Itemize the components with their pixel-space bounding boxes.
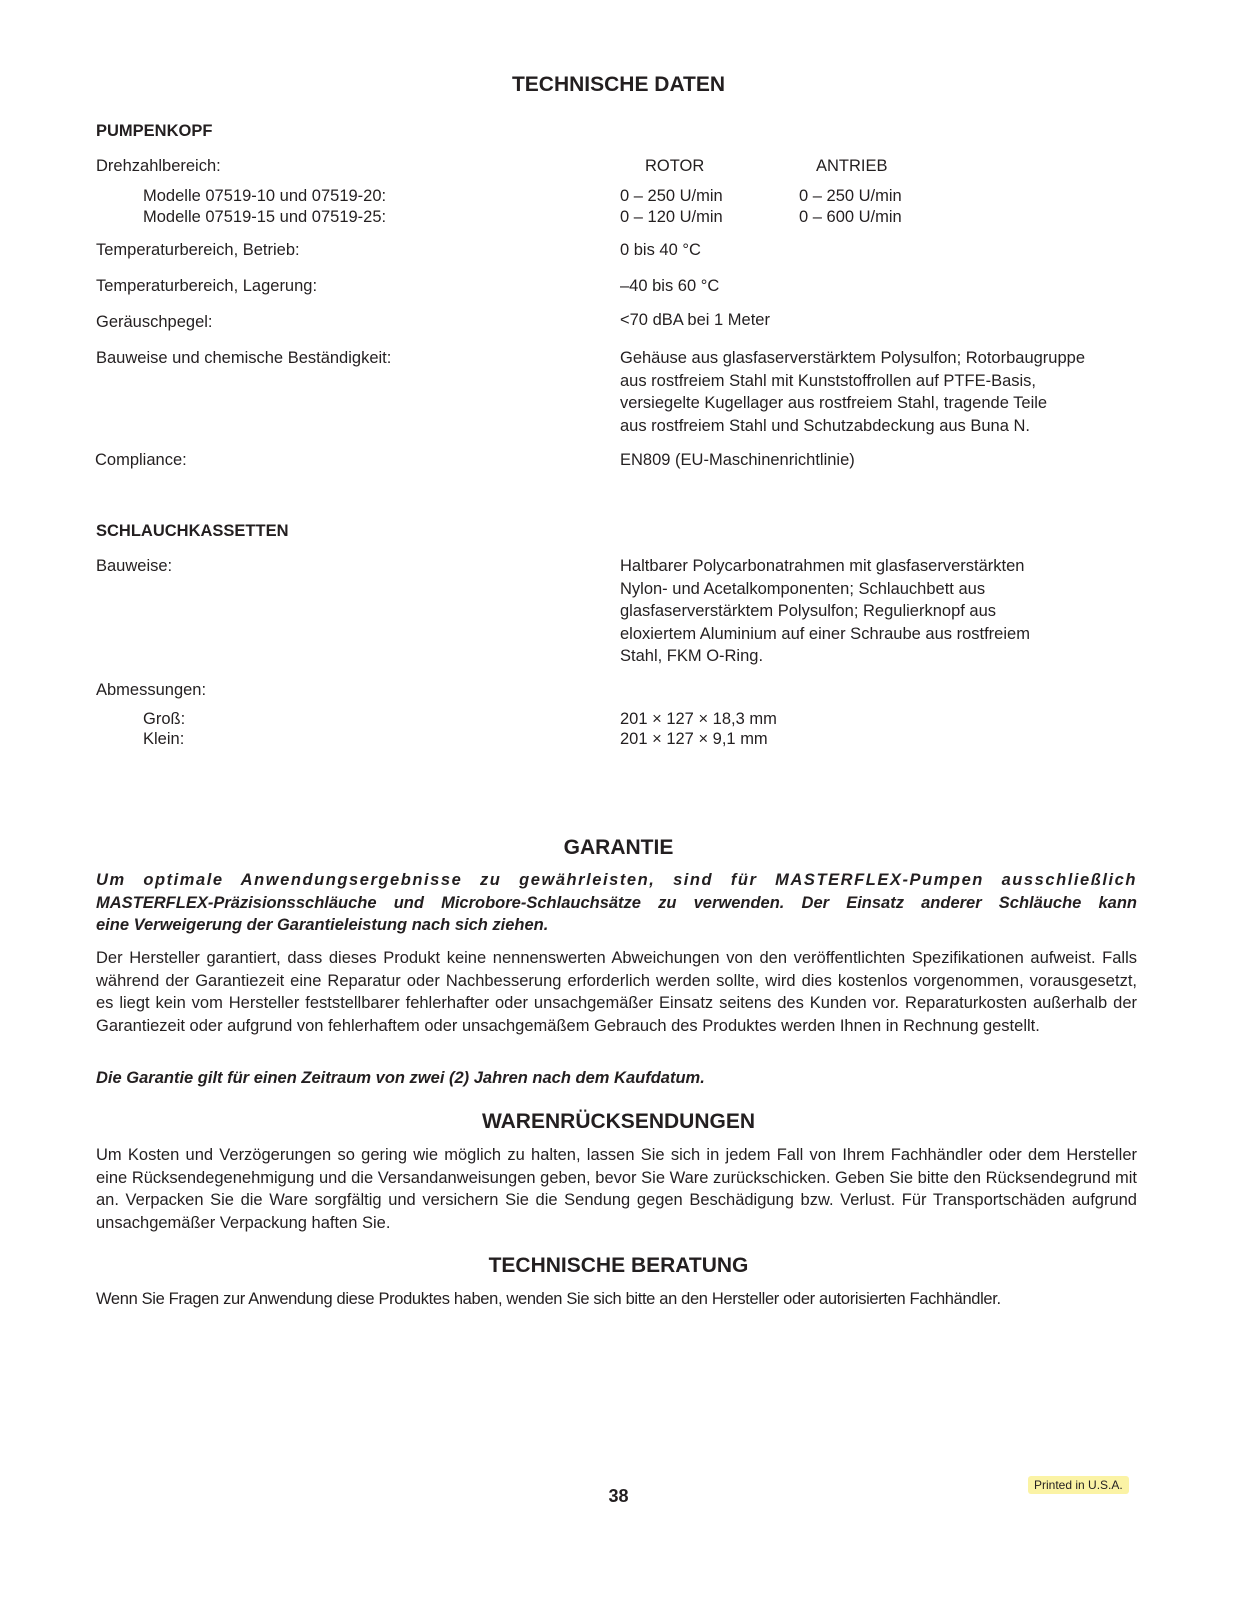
construction-value — [620, 347, 1085, 437]
model-drive: 0 – 600 U/min — [799, 208, 902, 226]
cassette-build-label: Bauweise: — [96, 557, 173, 575]
model-drive: 0 – 250 U/min — [799, 187, 902, 205]
construction-line: aus rostfreiem Stahl mit Kunststoffrollen auf PTFE-Basis, — [620, 371, 1037, 390]
dims-size-value: 201 × 127 × 18,3 mm — [620, 710, 777, 728]
tech-title: TECHNISCHE DATEN — [511, 73, 726, 96]
spec-label: Temperaturbereich, Lagerung: — [96, 277, 318, 295]
cassette-build-line: Nylon- und Acetalkomponenten; Schlauchbett aus — [620, 579, 986, 598]
cassette-build-line: eloxiertem Aluminium auf einer Schraube aus rostfreiem — [620, 624, 1030, 643]
dims-size-value: 201 × 127 × 9,1 mm — [620, 730, 768, 748]
dims-label: Abmessungen: — [96, 681, 207, 699]
warranty-notice-line: MASTERFLEX-Präzisionsschläuche und Microbore-Schlauchsätze zu verwenden. Der Einsatz anderer Schläuche kann — [96, 893, 1137, 912]
pump-heading: PUMPENKOPF — [96, 122, 213, 140]
construction-label: Bauweise und chemische Beständigkeit: — [96, 349, 392, 367]
construction-line: versiegelte Kugellager aus rostfreiem Stahl, tragende Teile — [620, 394, 1048, 412]
cassette-heading: SCHLAUCHKASSETTEN — [96, 522, 289, 540]
warranty-notice-line: Um optimale Anwendungsergebnisse zu gewährleisten, sind für MASTERFLEX-Pumpen ausschließlich — [96, 871, 1137, 889]
cassette-build-line: Haltbarer Polycarbonatrahmen mit glasfaserverstärkten — [620, 557, 1025, 575]
spec-label: Temperaturbereich, Betrieb: — [96, 241, 300, 259]
support-title: TECHNISCHE BERATUNG — [488, 1254, 749, 1277]
compliance-label: Compliance: — [95, 451, 187, 469]
construction-line: Gehäuse aus glasfaserverstärktem Polysulfon; Rotorbaugruppe — [620, 349, 1086, 367]
compliance-value: EN809 (EU-Maschinenrichtlinie) — [620, 451, 855, 469]
spec-value: –40 bis 60 °C — [620, 277, 720, 295]
spec-value: 0 bis 40 °C — [620, 241, 701, 259]
support-body: Wenn Sie Fragen zur Anwendung diese Produktes haben, wenden Sie sich bitte an den Hersteller oder autorisierten Fachhändler. — [96, 1290, 1001, 1308]
model-rotor: 0 – 250 U/min — [620, 187, 723, 205]
construction-line: aus rostfreiem Stahl und Schutzabdeckung aus Buna N. — [620, 416, 1030, 435]
warranty-body: Der Hersteller garantiert, dass dieses Produkt keine nennenswerten Abweichungen von den veröffentlichten Spezifikationen aufweist. Falls während der Garantiezeit eine Reparatur oder Nachbesserung erforderlich werden sollte, wird dies kostenlos vorgenommen, vorausgesetzt, es liegt kein vom Hersteller feststellbarer fehlerhafter oder unsachgemäßer Einsatz seitens des Kunden vor. Reparaturkosten außerhalb der Garantiezeit oder aufgrund von fehlerhaftem oder unsachgemäßem Gebrauch des Produktes werden Ihnen in Rechnung gestellt. — [96, 949, 1137, 1035]
model-label: Modelle 07519-15 und 07519-25: — [143, 208, 387, 226]
col-rotor-header: ROTOR — [645, 157, 705, 175]
spec-value: <70 dBA bei 1 Meter — [620, 311, 770, 329]
warranty-notice-line: eine Verweigerung der Garantieleistung nach sich ziehen. — [96, 916, 549, 934]
dims-size-label: Klein: — [143, 730, 185, 748]
returns-body: Um Kosten und Verzögerungen so gering wie möglich zu halten, lassen Sie sich in jedem Fall von Ihrem Fachhändler oder dem Hersteller eine Rücksendegenehmigung und die Versandanweisungen geben, bevor Sie Ware zurückschicken. Geben Sie bitte den Rücksendegrund mit an. Verpacken Sie die Ware sorgfältig und versichern Sie die Sendung gegen Beschädigung bzw. Verlust. Für Transportschäden aufgrund unsachgemäßer Verpackung haften Sie. — [96, 1146, 1137, 1232]
warranty-notice — [96, 869, 1137, 937]
page-number: 38 — [608, 1486, 629, 1506]
model-label: Modelle 07519-10 und 07519-20: — [143, 187, 387, 205]
model-rotor: 0 – 120 U/min — [620, 208, 723, 226]
speed-label: Drehzahlbereich: — [96, 157, 221, 175]
returns-title: WARENRÜCKSENDUNGEN — [481, 1110, 755, 1133]
printed-in-label: Printed in U.S.A. — [1028, 1476, 1129, 1494]
dims-size-label: Groß: — [143, 710, 186, 728]
spec-label: Geräuschpegel: — [96, 313, 213, 331]
col-drive-header: ANTRIEB — [816, 157, 888, 175]
warranty-period: Die Garantie gilt für einen Zeitraum von zwei (2) Jahren nach dem Kaufdatum. — [96, 1069, 705, 1087]
cassette-build-line: Stahl, FKM O-Ring. — [620, 647, 764, 665]
cassette-build-value — [620, 555, 1030, 668]
warranty-title: GARANTIE — [563, 836, 674, 859]
cassette-build-line: glasfaserverstärktem Polysulfon; Regulierknopf aus — [620, 602, 997, 620]
